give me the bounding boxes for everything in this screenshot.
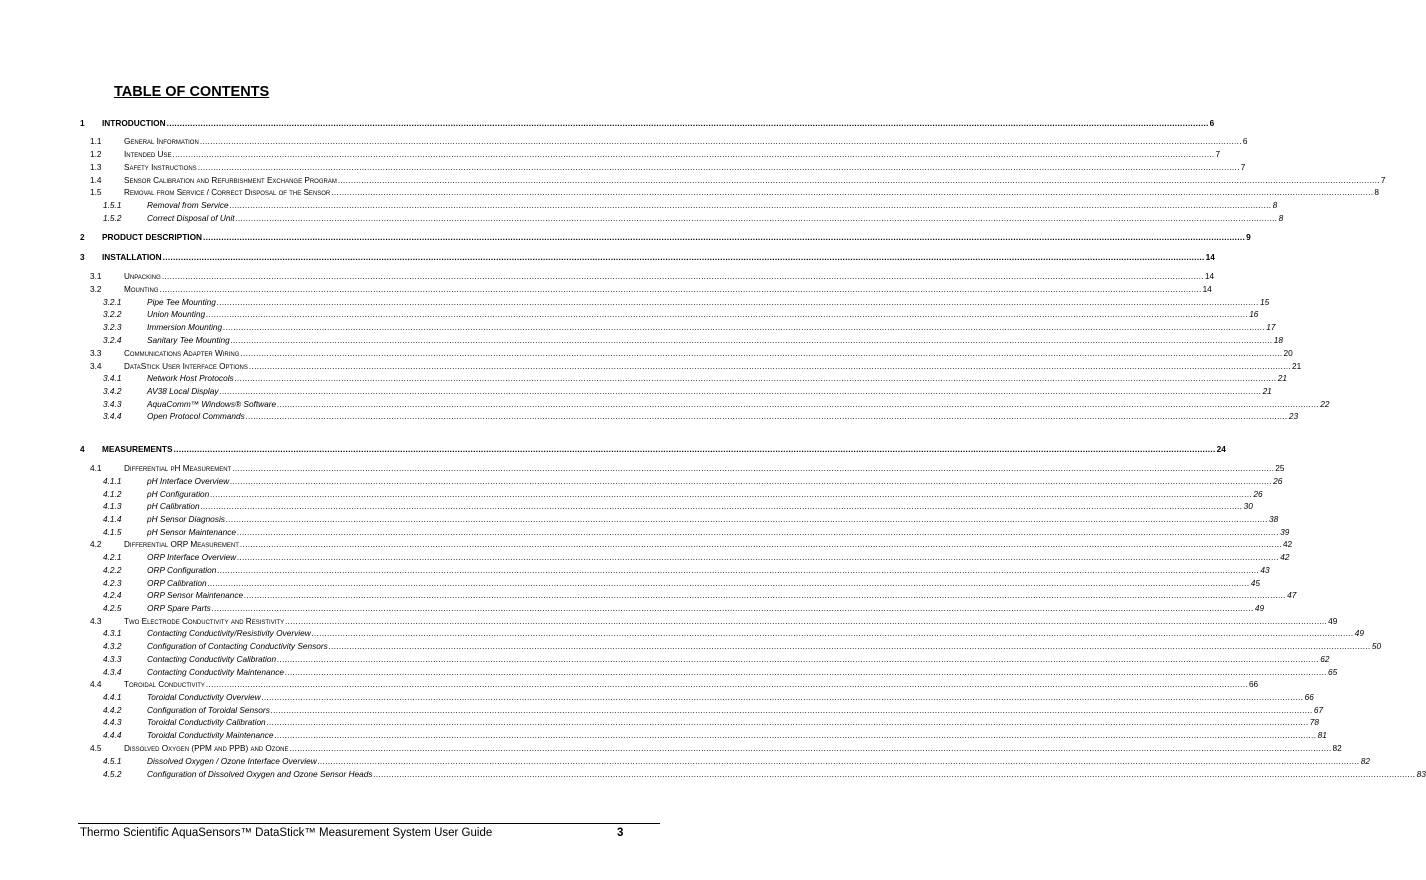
toc-dot-leader: ................................................................................................................................................................................................................................................................................................................................................................................................................ <box>207 578 1250 588</box>
toc-entry-title: Differential ORP Measurement <box>124 540 239 549</box>
footer-divider <box>78 823 660 824</box>
toc-dot-leader: ................................................................................................................................................................................................................................................................................................................................................................................................................ <box>161 271 1204 281</box>
toc-dot-leader: ................................................................................................................................................................................................................................................................................................................................................................................................................ <box>284 667 1328 677</box>
toc-dot-leader: ................................................................................................................................................................................................................................................................................................................................................................................................................ <box>217 565 1260 575</box>
toc-entry-title: PRODUCT DESCRIPTION <box>102 232 203 242</box>
toc-entry[interactable] <box>0 640 1382 652</box>
toc-dot-leader: ................................................................................................................................................................................................................................................................................................................................................................................................................ <box>173 444 1216 454</box>
toc-entry-number: 4.3.3 <box>103 654 122 664</box>
toc-entry[interactable] <box>0 212 1284 224</box>
toc-entry[interactable] <box>0 627 1364 639</box>
toc-entry-title: Removal from Service / Correct Disposal of the Sensor <box>124 188 331 197</box>
toc-dot-leader: ................................................................................................................................................................................................................................................................................................................................................................................................................ <box>266 717 1309 727</box>
toc-entry-number: 4.4.3 <box>103 717 122 727</box>
toc-entry-number: 1 <box>80 118 85 128</box>
toc-dot-leader: ................................................................................................................................................................................................................................................................................................................................................................................................................ <box>331 187 1374 197</box>
toc-entry[interactable] <box>0 199 1278 211</box>
toc-entry-title: pH Interface Overview <box>147 476 230 486</box>
toc-dot-leader: ................................................................................................................................................................................................................................................................................................................................................................................................................ <box>200 501 1243 511</box>
toc-dot-leader: ................................................................................................................................................................................................................................................................................................................................................................................................................ <box>232 463 1275 473</box>
toc-entry-number: 1.5 <box>90 187 102 197</box>
toc-dot-leader: ................................................................................................................................................................................................................................................................................................................................................................................................................ <box>285 616 1328 626</box>
toc-dot-leader: ................................................................................................................................................................................................................................................................................................................................................................................................................ <box>159 284 1202 294</box>
toc-dot-leader: ................................................................................................................................................................................................................................................................................................................................................................................................................ <box>210 489 1253 499</box>
toc-entry-title: Correct Disposal of Unit <box>147 213 235 223</box>
toc-entry-page: 26 <box>1273 476 1283 486</box>
toc-dot-leader: ................................................................................................................................................................................................................................................................................................................................................................................................................ <box>225 514 1268 524</box>
toc-entry[interactable] <box>0 296 1270 308</box>
toc-entry[interactable] <box>0 334 1284 346</box>
toc-entry[interactable] <box>0 462 1285 474</box>
toc-entry-title: DataStick User Interface Options <box>124 362 248 371</box>
toc-entry-title: Contacting Conductivity Maintenance <box>147 667 284 677</box>
toc-entry-page: 17 <box>1266 322 1276 332</box>
toc-entry-page: 42 <box>1280 552 1290 562</box>
toc-entry-page: 9 <box>1246 232 1251 242</box>
toc-entry[interactable] <box>0 251 1215 263</box>
toc-entry-title: Sanitary Tee Mounting <box>147 335 230 345</box>
toc-entry[interactable] <box>0 729 1327 741</box>
toc-entry-number: 4.1.2 <box>103 489 122 499</box>
toc-entry-page: 6 <box>1209 118 1215 128</box>
toc-entry[interactable] <box>0 589 1297 601</box>
toc-dot-leader: ................................................................................................................................................................................................................................................................................................................................................................................................................ <box>237 527 1280 537</box>
toc-entry-title: Configuration of Toroidal Sensors <box>147 705 270 715</box>
toc-dot-leader: ................................................................................................................................................................................................................................................................................................................................................................................................................ <box>230 476 1273 486</box>
toc-entry-page: 21 <box>1291 361 1302 371</box>
toc-entry[interactable] <box>0 666 1338 678</box>
toc-dot-leader: ................................................................................................................................................................................................................................................................................................................................................................................................................ <box>245 411 1288 421</box>
toc-dot-leader: ................................................................................................................................................................................................................................................................................................................................................................................................................ <box>277 399 1320 409</box>
toc-entry[interactable] <box>0 321 1276 333</box>
toc-entry-title: Dissolved Oxygen (PPM and PPB) and Ozone <box>124 744 289 753</box>
toc-entry[interactable] <box>0 704 1324 716</box>
toc-entry-title: Differential pH Measurement <box>124 464 232 473</box>
toc-entry-page: 82 <box>1360 756 1370 766</box>
toc-entry[interactable] <box>0 526 1290 538</box>
toc-entry-number: 3.2.1 <box>103 297 122 307</box>
toc-entry[interactable] <box>0 398 1330 410</box>
toc-entry-title: Pipe Tee Mounting <box>147 297 216 307</box>
toc-entry-page: 14 <box>1204 271 1215 281</box>
toc-entry[interactable] <box>0 360 1302 372</box>
toc-dot-leader: ................................................................................................................................................................................................................................................................................................................................................................................................................ <box>229 200 1272 210</box>
toc-entry-page: 50 <box>1371 641 1382 651</box>
toc-entry-title: AV38 Local Display <box>147 386 219 396</box>
page-title: TABLE OF CONTENTS <box>114 84 270 100</box>
toc-entry-title: Toroidal Conductivity Calibration <box>147 717 266 727</box>
toc-entry-title: INTRODUCTION <box>102 118 166 128</box>
toc-entry[interactable] <box>0 410 1299 422</box>
toc-entry-title: Intended Use <box>124 150 172 159</box>
toc-entry-page: 22 <box>1320 399 1330 409</box>
toc-entry-title: Network Host Protocols <box>147 373 234 383</box>
toc-entry-number: 3.1 <box>90 271 102 281</box>
toc-dot-leader: ................................................................................................................................................................................................................................................................................................................................................................................................................ <box>270 705 1313 715</box>
toc-dot-leader: ................................................................................................................................................................................................................................................................................................................................................................................................................ <box>244 590 1287 600</box>
toc-entry[interactable] <box>0 443 1226 455</box>
toc-dot-leader: ................................................................................................................................................................................................................................................................................................................................................................................................................ <box>311 628 1354 638</box>
toc-entry[interactable] <box>0 564 1270 576</box>
toc-dot-leader: ................................................................................................................................................................................................................................................................................................................................................................................................................ <box>373 769 1416 779</box>
toc-entry-page: 6 <box>1242 136 1248 146</box>
toc-entry-number: 4.2.2 <box>103 565 122 575</box>
toc-entry[interactable] <box>0 308 1259 320</box>
toc-entry-number: 2 <box>80 232 85 242</box>
toc-entry[interactable] <box>0 231 1251 243</box>
toc-entry[interactable] <box>0 475 1283 487</box>
toc-dot-leader: ................................................................................................................................................................................................................................................................................................................................................................................................................ <box>211 603 1254 613</box>
toc-dot-leader: ................................................................................................................................................................................................................................................................................................................................................................................................................ <box>199 136 1242 146</box>
toc-entry-title: Mounting <box>124 285 159 294</box>
toc-dot-leader: ................................................................................................................................................................................................................................................................................................................................................................................................................ <box>277 654 1320 664</box>
toc-dot-leader: ................................................................................................................................................................................................................................................................................................................................................................................................................ <box>219 386 1262 396</box>
toc-entry-number: 3.3 <box>90 348 102 358</box>
toc-entry[interactable] <box>0 768 1426 780</box>
toc-entry-number: 3.2.4 <box>103 335 122 345</box>
toc-entry-number: 4.3.4 <box>103 667 122 677</box>
toc-entry-number: 1.5.2 <box>103 213 122 223</box>
toc-entry-title: Configuration of Dissolved Oxygen and Ozone Sensor Heads <box>147 769 373 779</box>
toc-entry-number: 1.1 <box>90 136 102 146</box>
toc-entry-page: 8 <box>1374 187 1379 197</box>
toc-entry[interactable] <box>0 577 1260 589</box>
toc-entry-number: 4 <box>80 444 85 454</box>
toc-entry[interactable] <box>0 551 1290 563</box>
toc-entry-page: 43 <box>1260 565 1270 575</box>
toc-dot-leader: ................................................................................................................................................................................................................................................................................................................................................................................................................ <box>240 348 1283 358</box>
toc-entry-number: 4.1 <box>90 463 102 473</box>
toc-entry[interactable] <box>0 135 1248 147</box>
toc-entry-number: 3.4.1 <box>103 373 122 383</box>
toc-entry-title: Contacting Conductivity Calibration <box>147 654 277 664</box>
toc-entry-title: ORP Calibration <box>147 578 207 588</box>
toc-entry[interactable] <box>0 678 1259 690</box>
toc-entry-number: 4.4.4 <box>103 730 122 740</box>
toc-entry-number: 4.5.1 <box>103 756 122 766</box>
toc-entry[interactable] <box>0 372 1287 384</box>
toc-entry-title: INSTALLATION <box>102 252 162 262</box>
toc-entry-title: Sensor Calibration and Refurbishment Exchange Program <box>124 176 337 185</box>
toc-entry-title: Open Protocol Commands <box>147 411 245 421</box>
toc-entry[interactable] <box>0 755 1370 767</box>
toc-entry-title: pH Calibration <box>147 501 200 511</box>
toc-entry-page: 8 <box>1278 213 1284 223</box>
toc-entry[interactable] <box>0 117 1215 129</box>
toc-entry-page: 81 <box>1317 730 1327 740</box>
toc-dot-leader: ................................................................................................................................................................................................................................................................................................................................................................................................................ <box>230 335 1273 345</box>
toc-entry-title: ORP Interface Overview <box>147 552 237 562</box>
toc-entry-title: pH Sensor Maintenance <box>147 527 237 537</box>
toc-entry-title: Unpacking <box>124 272 161 281</box>
toc-entry-number: 4.1.5 <box>103 527 122 537</box>
toc-entry-page: 83 <box>1416 769 1426 779</box>
toc-entry-title: ORP Spare Parts <box>147 603 211 613</box>
toc-dot-leader: ................................................................................................................................................................................................................................................................................................................................................................................................................ <box>261 692 1304 702</box>
toc-entry-page: 66 <box>1248 679 1259 689</box>
toc-entry-number: 3.2 <box>90 284 102 294</box>
toc-entry-number: 4.1.4 <box>103 514 122 524</box>
toc-entry-page: 49 <box>1328 616 1338 626</box>
toc-entry-title: Contacting Conductivity/Resistivity Overview <box>147 628 311 638</box>
toc-entry-title: AquaComm™ Windows® Software <box>147 399 277 409</box>
toc-entry-page: 42 <box>1282 539 1293 549</box>
toc-entry-title: Communications Adapter Wiring <box>124 349 240 358</box>
toc-entry-page: 7 <box>1240 162 1246 172</box>
toc-entry-page: 65 <box>1328 667 1338 677</box>
toc-entry-number: 4.4.1 <box>103 692 122 702</box>
toc-entry-title: ORP Sensor Maintenance <box>147 590 244 600</box>
toc-entry-number: 4.5.2 <box>103 769 122 779</box>
toc-entry[interactable] <box>0 347 1293 359</box>
toc-entry-page: 45 <box>1250 578 1260 588</box>
footer-page-number: 3 <box>617 827 624 839</box>
toc-entry-number: 1.3 <box>90 162 102 172</box>
toc-entry-page: 49 <box>1254 603 1265 613</box>
toc-entry[interactable] <box>0 161 1246 173</box>
toc-entry-page: 26 <box>1253 489 1263 499</box>
toc-entry-page: 15 <box>1259 297 1270 307</box>
toc-entry[interactable] <box>0 513 1279 525</box>
toc-dot-leader: ................................................................................................................................................................................................................................................................................................................................................................................................................ <box>248 361 1291 371</box>
toc-entry-page: 20 <box>1283 348 1293 358</box>
toc-entry-title: Toroidal Conductivity Maintenance <box>147 730 274 740</box>
toc-entry-page: 7 <box>1215 149 1221 159</box>
toc-entry[interactable] <box>0 615 1338 627</box>
toc-dot-leader: ................................................................................................................................................................................................................................................................................................................................................................................................................ <box>197 162 1240 172</box>
toc-entry-number: 4.2.3 <box>103 578 122 588</box>
toc-entry-title: pH Sensor Diagnosis <box>147 514 225 524</box>
toc-entry-number: 3.4.3 <box>103 399 122 409</box>
toc-dot-leader: ................................................................................................................................................................................................................................................................................................................................................................................................................ <box>274 730 1317 740</box>
toc-dot-leader: ................................................................................................................................................................................................................................................................................................................................................................................................................ <box>203 232 1246 242</box>
toc-entry-number: 4.4.2 <box>103 705 122 715</box>
toc-entry-page: 8 <box>1272 200 1278 210</box>
toc-entry-number: 4.3.2 <box>103 641 122 651</box>
toc-entry-page: 67 <box>1313 705 1324 715</box>
toc-entry-title: Two Electrode Conductivity and Resistivity <box>124 617 285 626</box>
toc-entry-page: 49 <box>1354 628 1364 638</box>
toc-entry-title: Immersion Mounting <box>147 322 223 332</box>
toc-entry-page: 30 <box>1243 501 1253 511</box>
toc-dot-leader: ................................................................................................................................................................................................................................................................................................................................................................................................................ <box>166 118 1209 128</box>
toc-entry[interactable] <box>0 385 1272 397</box>
toc-entry-number: 3.2.2 <box>103 309 122 319</box>
toc-entry-page: 14 <box>1205 252 1215 262</box>
toc-entry-page: 7 <box>1380 175 1386 185</box>
toc-dot-leader: ................................................................................................................................................................................................................................................................................................................................................................................................................ <box>317 756 1360 766</box>
toc-entry-number: 3.4.4 <box>103 411 122 421</box>
toc-entry-page: 23 <box>1288 411 1299 421</box>
toc-dot-leader: ................................................................................................................................................................................................................................................................................................................................................................................................................ <box>162 252 1205 262</box>
toc-entry-number: 1.2 <box>90 149 102 159</box>
toc-entry-title: MEASUREMENTS <box>102 444 173 454</box>
toc-entry-page: 25 <box>1275 463 1285 473</box>
toc-entry-title: Toroidal Conductivity Overview <box>147 692 261 702</box>
toc-entry-title: Union Mounting <box>147 309 206 319</box>
toc-entry[interactable] <box>0 283 1212 295</box>
toc-entry-number: 3.4 <box>90 361 102 371</box>
toc-entry[interactable] <box>0 742 1342 754</box>
toc-entry-page: 38 <box>1269 514 1279 524</box>
toc-entry-number: 3 <box>80 252 85 262</box>
toc-entry-title: Safety Instructions <box>124 163 197 172</box>
toc-entry-page: 21 <box>1277 373 1287 383</box>
toc-dot-leader: ................................................................................................................................................................................................................................................................................................................................................................................................................ <box>328 641 1371 651</box>
toc-entry-title: General Information <box>124 137 199 146</box>
toc-entry-title: ORP Configuration <box>147 565 217 575</box>
toc-entry-number: 4.3 <box>90 616 102 626</box>
toc-dot-leader: ................................................................................................................................................................................................................................................................................................................................................................................................................ <box>223 322 1266 332</box>
toc-entry-page: 39 <box>1280 527 1290 537</box>
toc-entry-number: 1.5.1 <box>103 200 122 210</box>
toc-dot-leader: ................................................................................................................................................................................................................................................................................................................................................................................................................ <box>337 175 1380 185</box>
toc-entry-page: 18 <box>1273 335 1284 345</box>
toc-dot-leader: ................................................................................................................................................................................................................................................................................................................................................................................................................ <box>206 309 1249 319</box>
toc-entry-title: Removal from Service <box>147 200 229 210</box>
toc-entry-title: Toroidal Conductivity <box>124 680 205 689</box>
toc-entry-number: 3.2.3 <box>103 322 122 332</box>
toc-entry[interactable] <box>0 653 1330 665</box>
toc-entry-page: 82 <box>1332 743 1342 753</box>
toc-dot-leader: ................................................................................................................................................................................................................................................................................................................................................................................................................ <box>289 743 1332 753</box>
toc-entry-number: 4.4 <box>90 679 102 689</box>
toc-entry-page: 24 <box>1216 444 1226 454</box>
toc-dot-leader: ................................................................................................................................................................................................................................................................................................................................................................................................................ <box>239 539 1282 549</box>
toc-entry-number: 4.2.5 <box>103 603 122 613</box>
toc-dot-leader: ................................................................................................................................................................................................................................................................................................................................................................................................................ <box>237 552 1280 562</box>
toc-entry-number: 4.1.3 <box>103 501 122 511</box>
toc-entry-page: 14 <box>1202 284 1212 294</box>
toc-entry-number: 4.2.4 <box>103 590 122 600</box>
toc-entry[interactable] <box>0 691 1314 703</box>
toc-entry[interactable] <box>0 488 1263 500</box>
toc-entry-number: 4.1.1 <box>103 476 122 486</box>
toc-dot-leader: ................................................................................................................................................................................................................................................................................................................................................................................................................ <box>172 149 1215 159</box>
toc-entry-page: 66 <box>1304 692 1314 702</box>
toc-entry-number: 3.4.2 <box>103 386 122 396</box>
toc-dot-leader: ................................................................................................................................................................................................................................................................................................................................................................................................................ <box>205 679 1248 689</box>
footer-title: Thermo Scientific AquaSensors™ DataStick™ Measurement System User Guide <box>80 827 493 839</box>
toc-entry-title: Dissolved Oxygen / Ozone Interface Overview <box>147 756 317 766</box>
toc-entry[interactable] <box>0 186 1379 198</box>
toc-entry-page: 78 <box>1309 717 1319 727</box>
toc-dot-leader: ................................................................................................................................................................................................................................................................................................................................................................................................................ <box>235 213 1278 223</box>
toc-entry[interactable] <box>0 602 1265 614</box>
toc-entry-number: 4.2 <box>90 539 102 549</box>
toc-entry-number: 4.3.1 <box>103 628 122 638</box>
toc-dot-leader: ................................................................................................................................................................................................................................................................................................................................................................................................................ <box>234 373 1277 383</box>
toc-entry[interactable] <box>0 270 1215 282</box>
toc-entry-page: 47 <box>1287 590 1297 600</box>
toc-entry-number: 4.2.1 <box>103 552 122 562</box>
toc-entry[interactable] <box>0 716 1319 728</box>
toc-entry-page: 21 <box>1262 386 1272 396</box>
toc-entry[interactable] <box>0 538 1293 550</box>
toc-entry[interactable] <box>0 500 1253 512</box>
toc-entry-number: 1.4 <box>90 175 102 185</box>
toc-entry-page: 16 <box>1249 309 1259 319</box>
toc-entry-page: 62 <box>1320 654 1330 664</box>
toc-entry[interactable] <box>0 174 1386 186</box>
toc-entry-number: 4.5 <box>90 743 102 753</box>
toc-dot-leader: ................................................................................................................................................................................................................................................................................................................................................................................................................ <box>216 297 1259 307</box>
toc-entry-title: Configuration of Contacting Conductivity Sensors <box>147 641 328 651</box>
toc-entry-title: pH Configuration <box>147 489 210 499</box>
toc-entry[interactable] <box>0 148 1221 160</box>
